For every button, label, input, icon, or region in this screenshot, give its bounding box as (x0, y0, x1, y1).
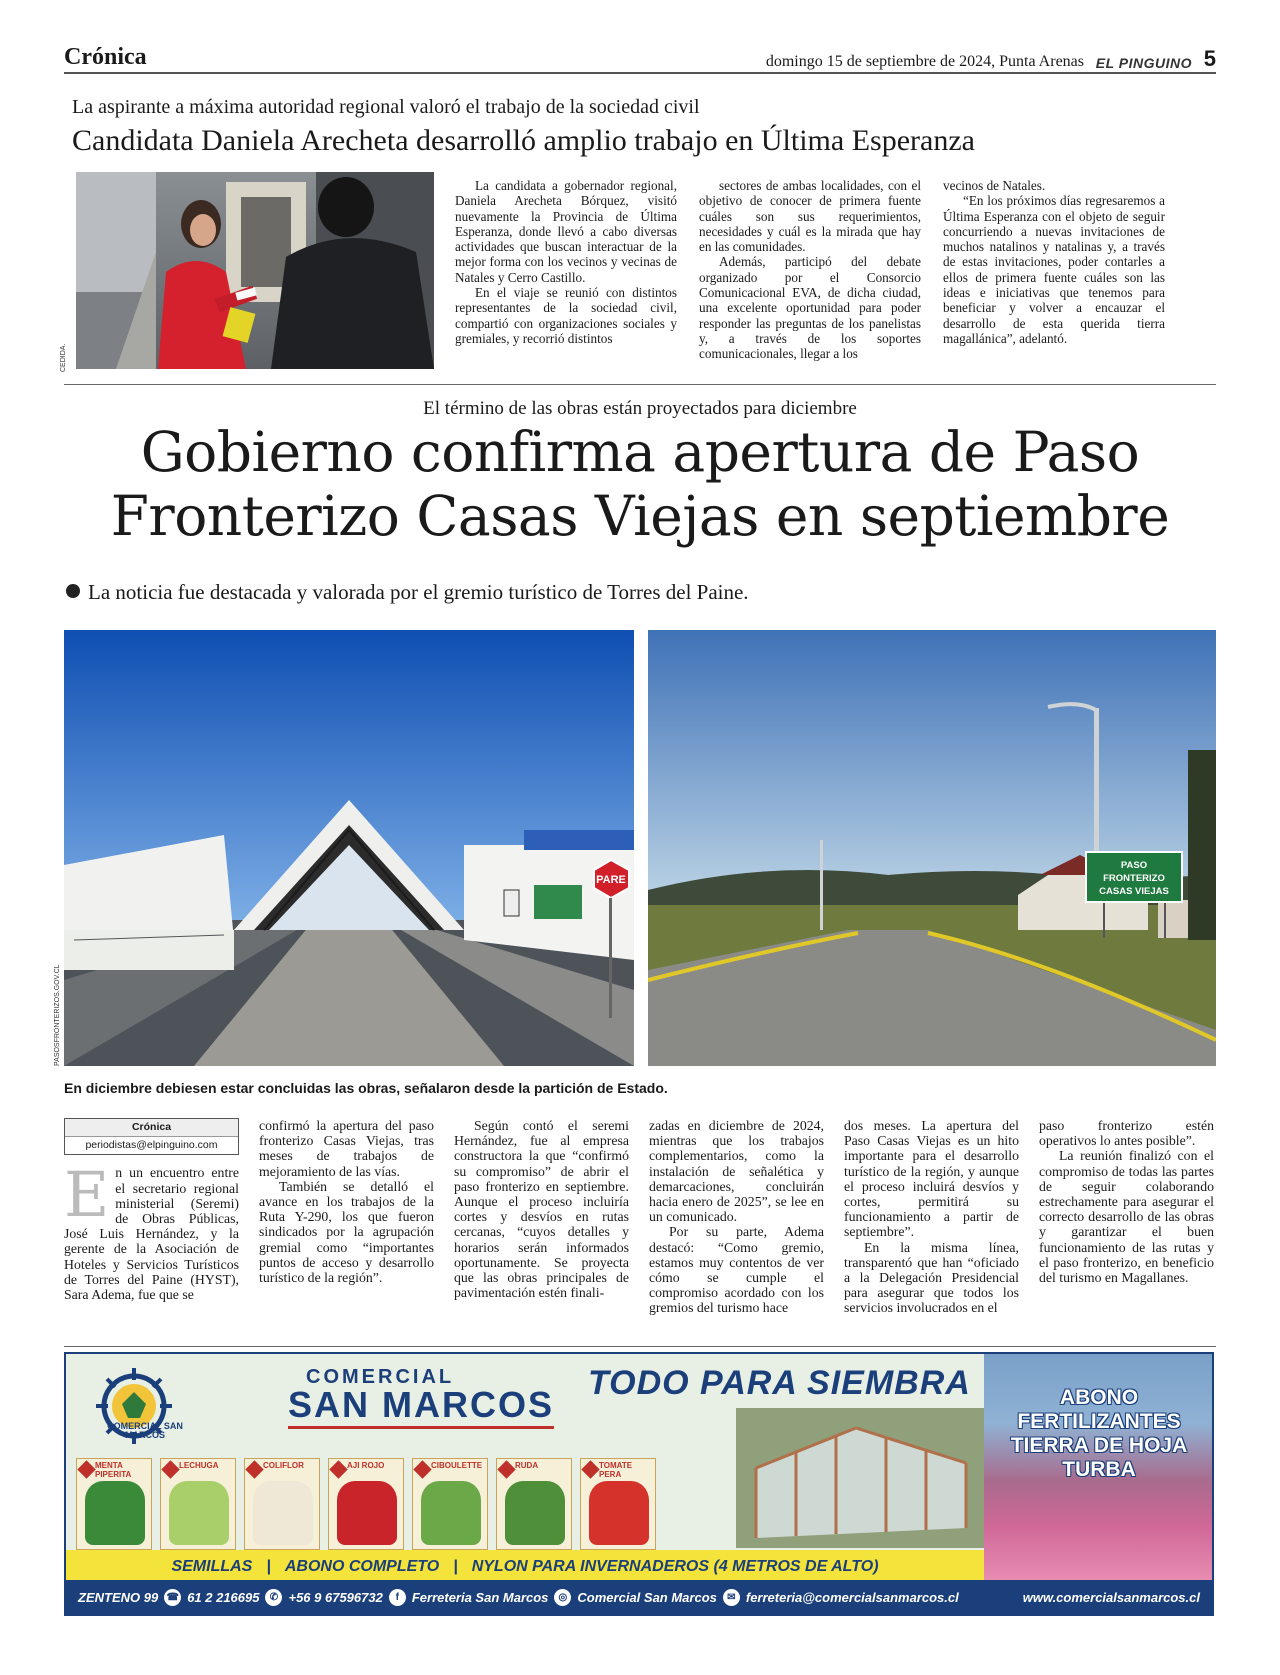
story1-photo (76, 172, 434, 369)
paso-sign-line: FRONTERIZO (1103, 873, 1165, 884)
email-icon: ✉ (723, 1589, 740, 1606)
paragraph: paso fronterizo estén operativos lo antes posible”. (1039, 1118, 1214, 1149)
story1-column (699, 178, 921, 373)
ad-website[interactable]: www.comercialsanmarcos.cl (1022, 1589, 1200, 1605)
ad-products (984, 1354, 1214, 1584)
greenhouse-image (736, 1408, 984, 1548)
deck-text: La noticia fue destacada y valorada por el gremio turístico de Torres del Paine. (88, 580, 749, 604)
drop-cap: E (64, 1158, 110, 1232)
seed-name: MENTA PIPERITA (95, 1461, 132, 1479)
paragraph: dos meses. La apertura del Paso Casas Viejas es un hito importante para el desarrollo turístico de la región, y aunque el proceso incluirá desvíos y cortes, permitirá su funcionamiento a partir de septiembre”. (844, 1118, 1019, 1240)
phone-icon: ☎ (164, 1589, 181, 1606)
story2-column (844, 1118, 1019, 1334)
story2-photo-road (648, 630, 1216, 1066)
paragraph: sectores de ambas localidades, con el objetivo de conocer de primera fuente cuáles son sus requerimientos, necesidades y cuál es la mirada que hay en las comunidades. (699, 178, 921, 255)
ad-headline: TODO PARA SIEMBRA (588, 1364, 971, 1402)
paragraph: Según contó el seremi Hernández, fue al empresa constructora la que “confirmó su compromiso” de abrir el paso fronterizo en septiembre. Aunque el proceso incluiría cortes y desvíos en rutas cercanas, “cuyos detalles y horarios serán informados oportunamente. Se proyecta que las obras principales de pavimentación estén finali- (454, 1118, 629, 1301)
newspaper-name: EL PINGUINO (1095, 55, 1192, 71)
story2-column (1039, 1118, 1214, 1334)
paragraph: También se detalló el avance en los trabajos de la Ruta Y-290, los que fueron sindicados por la agrupación gremial como “importantes puntos de acceso y desarrollo turístico de la región”. (259, 1178, 434, 1286)
issue-date: domingo 15 de septiembre de 2024, Punta Arenas (765, 53, 1084, 70)
ad-strip (66, 1550, 984, 1584)
story2-body (64, 1118, 1216, 1334)
seed-packet (496, 1458, 572, 1550)
paragraph: confirmó la apertura del paso fronterizo Casas Viejas, tras meses de trabajos de mejoramiento de las vías. (259, 1118, 434, 1179)
strip-item: SEMILLAS (171, 1558, 253, 1575)
product-item: TIERRA DE HOJA (1010, 1434, 1188, 1457)
paragraph: Por su parte, Adema destacó: “Como gremio, estamos muy contentos de ver cómo se cumple el compromiso acordado con los gremios del turismo hace (649, 1224, 824, 1316)
ad-phone[interactable]: 61 2 216695 (187, 1589, 260, 1605)
byline-box (64, 1118, 239, 1155)
paragraph: zadas en diciembre de 2024, mientras que los trabajos complementarios, como la instalación de señalética y demarcaciones, concluirán hacia enero de 2025”, se lee en un comunicado. (649, 1118, 824, 1225)
story1-column (455, 178, 677, 373)
paragraph: vecinos de Natales. (943, 178, 1046, 193)
ad-instagram[interactable]: Comercial San Marcos (577, 1589, 717, 1605)
bullet-icon (66, 584, 80, 598)
paragraph: En la misma línea, transparentó que han “oficiado a la Delegación Presidencial para asegurar que todos los servicios involucrados en el (844, 1239, 1019, 1316)
strip-sep: | (266, 1558, 271, 1575)
story2-photo-checkpoint (64, 630, 634, 1066)
strip-sep: | (453, 1558, 458, 1575)
seed-packet (244, 1458, 320, 1550)
byline-email: periodistas@elpinguino.com (65, 1137, 238, 1154)
paso-sign-line: PASO (1120, 860, 1148, 871)
story2-deck (66, 580, 749, 605)
paragraph: “En los próximos días regresaremos a Última Esperanza con el objeto de seguir concurriendo a nuevas invitaciones de muchos natalinos y natalinas y, a través de estas invitaciones, poder contarles a ellos de primera fuente cuáles son las ideas e iniciativas que tenemos para beneficiar y volver a encauzar el desarrollo de esta querida tierra magallánica”, adelantó. (943, 193, 1165, 346)
seed-name: AJI ROJO (347, 1461, 385, 1470)
photo-caption: En diciembre debiesen estar concluidas las obras, señalaron desde la partición de Estado. (64, 1080, 668, 1096)
page-header (64, 44, 1216, 74)
ad-brand-top: COMERCIAL (306, 1366, 455, 1388)
seed-packet (160, 1458, 236, 1550)
instagram-icon: ◎ (554, 1589, 571, 1606)
story2-column (649, 1118, 824, 1334)
story2-kicker: El término de las obras están proyectados para diciembre (423, 398, 857, 419)
story1-headline: Candidata Daniela Arecheta desarrolló amplio trabajo en Última Esperanza (72, 124, 975, 157)
ad-contact-bar (66, 1580, 1212, 1614)
strip-item: ABONO COMPLETO (284, 1558, 440, 1575)
ad-whatsapp[interactable]: +56 9 67596732 (288, 1589, 383, 1605)
ad-logo-text: COMERCIAL SAN MARCOS (107, 1421, 183, 1440)
story1-body (455, 178, 1215, 373)
story2-column (259, 1118, 434, 1334)
seed-name: RUDA (515, 1461, 539, 1470)
story1-column (943, 178, 1165, 373)
section-divider (64, 384, 1216, 385)
seed-packets (76, 1458, 736, 1550)
pare-sign-text: PARE (596, 874, 626, 886)
paso-sign-line: CASAS VIEJAS (1099, 886, 1169, 897)
facebook-icon: f (389, 1589, 406, 1606)
strip-item: NYLON PARA INVERNADEROS (4 METROS DE ALTO) (471, 1558, 879, 1575)
seed-name: LECHUGA (179, 1461, 219, 1470)
paragraph: En el viaje se reunió con distintos representantes de la sociedad civil, compartió con organizaciones sociales y gremiales, y recorrió distintos (455, 285, 677, 346)
byline-section: Crónica (65, 1119, 238, 1137)
story2-column (454, 1118, 629, 1334)
seed-packet (76, 1458, 152, 1550)
paragraph: Además, participó del debate organizado por el Consorcio Comunicacional EVA, de dicha ciudad, una excelente oportunidad para poder responder las preguntas de los panelistas y, a través de los soportes comunicacionales, llegar a los (699, 254, 921, 362)
advertisement[interactable] (64, 1352, 1214, 1616)
story1-kicker: La aspirante a máxima autoridad regional valoró el trabajo de la sociedad civil (72, 96, 700, 118)
ad-email[interactable]: ferreteria@comercialsanmarcos.cl (745, 1589, 959, 1605)
ad-facebook[interactable]: Ferreteria San Marcos (411, 1589, 549, 1605)
story2-photo-credit: PASOSFRONTERIZOS.GOV.CL (54, 964, 61, 1066)
headline-line: Fronterizo Casas Viejas en septiembre (110, 484, 1170, 548)
paragraph: n un encuentro entre el secretario regional ministerial (Seremi) de Obras Públicas, José Luis Hernández, y la gerente de la Asociación de Hoteles y Servicios Turísticos de Torres del Paine (HYST), Sara Adema, fue que se (64, 1165, 239, 1303)
paragraph: La candidata a gobernador regional, Daniela Arecheta Bórquez, visitó nuevamente la Provincia de Última Esperanza, donde llevó a cabo diversas actividades que buscan interactuar de la mejor forma con los vecinos y vecinas de Natales y Cerro Castillo. (455, 178, 677, 285)
seed-name: TOMATE PERA (599, 1461, 633, 1479)
whatsapp-icon: ✆ (265, 1589, 282, 1606)
seed-packet (328, 1458, 404, 1550)
section-name: Crónica (64, 44, 147, 70)
section-divider (64, 1346, 1216, 1347)
seed-packet (412, 1458, 488, 1550)
page-number: 5 (1203, 46, 1216, 71)
ad-brand-main: SAN MARCOS (288, 1384, 554, 1429)
story1-photo-credit: CEDIDA. (60, 343, 67, 372)
story2-headline (0, 420, 1280, 548)
story2-column (64, 1118, 239, 1334)
headline-line: Gobierno confirma apertura de Paso (140, 420, 1140, 484)
paragraph: La reunión finalizó con el compromiso de todas las partes de seguir colaborando estrechamente para asegurar el correcto desarrollo de las obras y garantizar el buen funcionamiento de las rutas y el paso fronterizo, en beneficio del turismo en Magallanes. (1039, 1148, 1214, 1286)
product-item: ABONO (1059, 1386, 1139, 1409)
product-item: FERTILIZANTES (1017, 1410, 1181, 1433)
seed-packet (580, 1458, 656, 1550)
seed-name: COLIFLOR (263, 1461, 304, 1470)
ad-address: ZENTENO 99 (78, 1589, 159, 1605)
seed-name: CIBOULETTE (431, 1461, 483, 1470)
product-item: TURBA (1062, 1458, 1136, 1481)
